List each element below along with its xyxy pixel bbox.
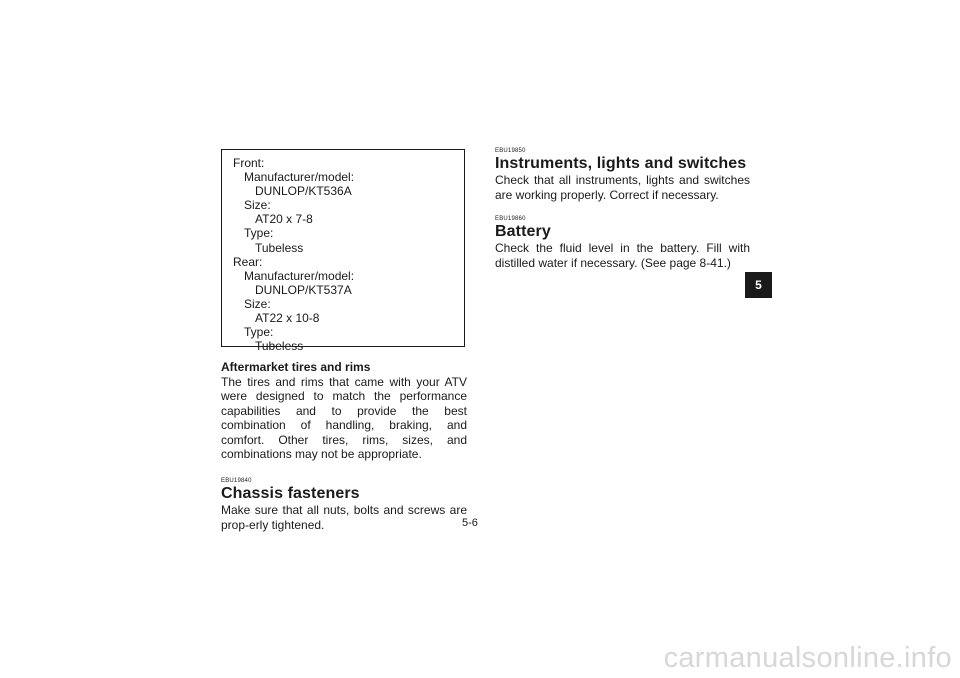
section-spacer	[495, 202, 750, 216]
battery-code: EBU19860	[495, 216, 526, 223]
spec-rear-label: Rear:	[233, 254, 263, 269]
chassis-heading: Chassis fasteners	[221, 485, 360, 503]
spec-front-model-value: DUNLOP/KT536A	[255, 184, 352, 199]
spec-front-label: Front:	[233, 156, 265, 170]
battery-body: Check the fluid level in the battery. Fill with distilled water if necessary. (See page 8-41.)	[495, 241, 750, 270]
aftermarket-title: Aftermarket tires and rims	[221, 360, 371, 374]
spec-front-size-label: Size:	[244, 198, 271, 213]
spec-rear-type-value: Tubeless	[255, 339, 304, 354]
aftermarket-body: The tires and rims that came with your ATV were designed to match the performance capabilities and to provide the best combination of handling, braking, and comfort. Other tires, rims, sizes, and combinations may not be appropriate.	[221, 374, 467, 462]
left-column	[221, 360, 467, 532]
battery-heading: Battery	[495, 223, 551, 241]
right-column	[495, 148, 750, 270]
section-spacer	[221, 462, 467, 478]
spec-rear-model-value: DUNLOP/KT537A	[255, 282, 352, 297]
chapter-tab: 5	[745, 272, 772, 298]
instruments-code: EBU19850	[495, 148, 526, 154]
page-number: 5-6	[462, 517, 478, 529]
chassis-code: EBU19840	[221, 478, 252, 485]
instruments-heading: Instruments, lights and switches	[495, 155, 747, 172]
spec-rear-model-label: Manufacturer/model:	[244, 268, 355, 283]
spec-front-model-label: Manufacturer/model:	[244, 170, 355, 185]
chassis-body: Make sure that all nuts, bolts and screws are prop-erly tightened.	[221, 503, 467, 532]
spec-rear-type-label: Type:	[244, 325, 274, 340]
spec-rear-size-value: AT22 x 10-8	[255, 311, 320, 326]
spec-front-type-value: Tubeless	[255, 240, 304, 255]
watermark: carmanualsonline.info	[663, 642, 952, 674]
spec-front-size-value: AT20 x 7-8	[255, 212, 313, 227]
tire-spec-box	[221, 149, 465, 354]
instruments-body: Check that all instruments, lights and switches are working properly. Correct if necessary.	[495, 173, 750, 202]
spec-rear-size-label: Size:	[244, 296, 271, 311]
spec-front-type-label: Type:	[244, 226, 274, 241]
